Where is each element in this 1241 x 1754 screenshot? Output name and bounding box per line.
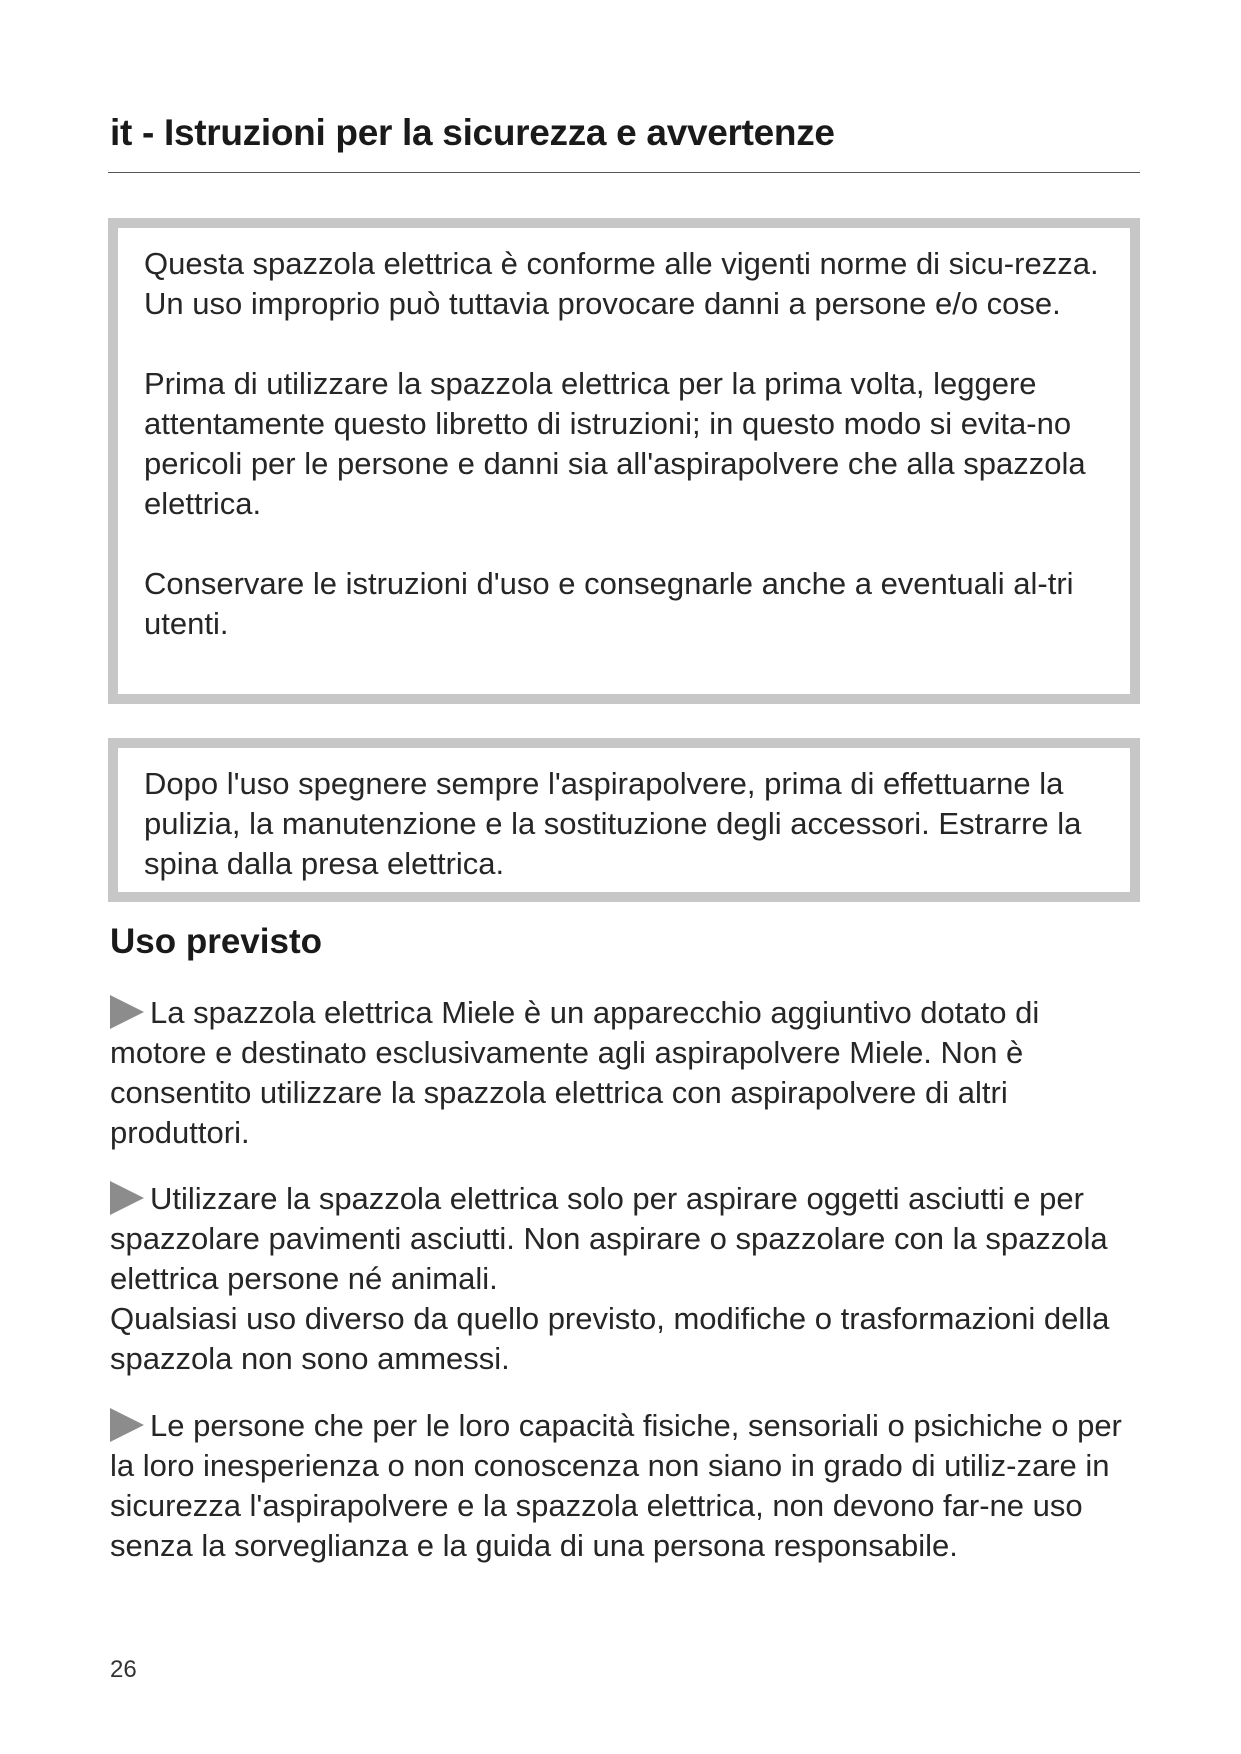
item-text: Qualsiasi uso diverso da quello previsto, modifiche o trasformazioni della spazzola non sono ammessi. <box>110 1301 1110 1376</box>
unplug-notice-box <box>108 738 1140 902</box>
intended-use-item <box>110 993 1140 1153</box>
item-text: La spazzola elettrica Miele è un apparecchio aggiuntivo dotato di motore e destinato esclusivamente agli aspirapolvere Miele. Non è consentito utilizzare la spazzola elettrica con aspirapolvere di altri produttori. <box>110 995 1040 1150</box>
item-text: Utilizzare la spazzola elettrica solo per aspirare oggetti asciutti e per spazzolare pavimenti asciutti. Non aspirare o spazzolare con la spazzola elettrica persone né animali. <box>110 1181 1108 1296</box>
notice-paragraph: Dopo l'uso spegnere sempre l'aspirapolvere, prima di effettuarne la pulizia, la manutenzione e la sostituzione degli accessori. Estrarre la spina dalla presa elettrica. <box>144 766 1082 881</box>
arrow-icon <box>110 1408 144 1442</box>
notice-paragraph: Questa spazzola elettrica è conforme alle vigenti norme di sicu-rezza. Un uso improprio può tuttavia provocare danni a persone e/o cose. <box>144 246 1099 321</box>
page-title: it - Istruzioni per la sicurezza e avvertenze <box>110 112 835 153</box>
arrow-icon <box>110 1181 144 1215</box>
arrow-icon <box>110 995 144 1029</box>
notice-paragraph: Prima di utilizzare la spazzola elettrica per la prima volta, leggere attentamente questo libretto di istruzioni; in questo modo si evita-no pericoli per le persone e danni sia all'aspirapolvere che alla spazzola elettrica. <box>144 366 1086 521</box>
safety-notice-box <box>108 218 1140 704</box>
intended-use-item <box>110 1406 1140 1566</box>
title-divider <box>108 172 1140 173</box>
intended-use-item <box>110 1179 1140 1379</box>
notice-paragraph: Conservare le istruzioni d'uso e consegnarle anche a eventuali al-tri utenti. <box>144 566 1074 641</box>
item-text: Le persone che per le loro capacità fisiche, sensoriali o psichiche o per la loro inesperienza o non conoscenza non siano in grado di utiliz-zare in sicurezza l'aspirapolvere e la spazzola elettrica, non devono far-ne uso senza la sorveglianza e la guida di una persona responsabile. <box>110 1408 1122 1563</box>
page-number: 26 <box>110 1656 137 1683</box>
section-heading: Uso previsto <box>110 922 322 961</box>
